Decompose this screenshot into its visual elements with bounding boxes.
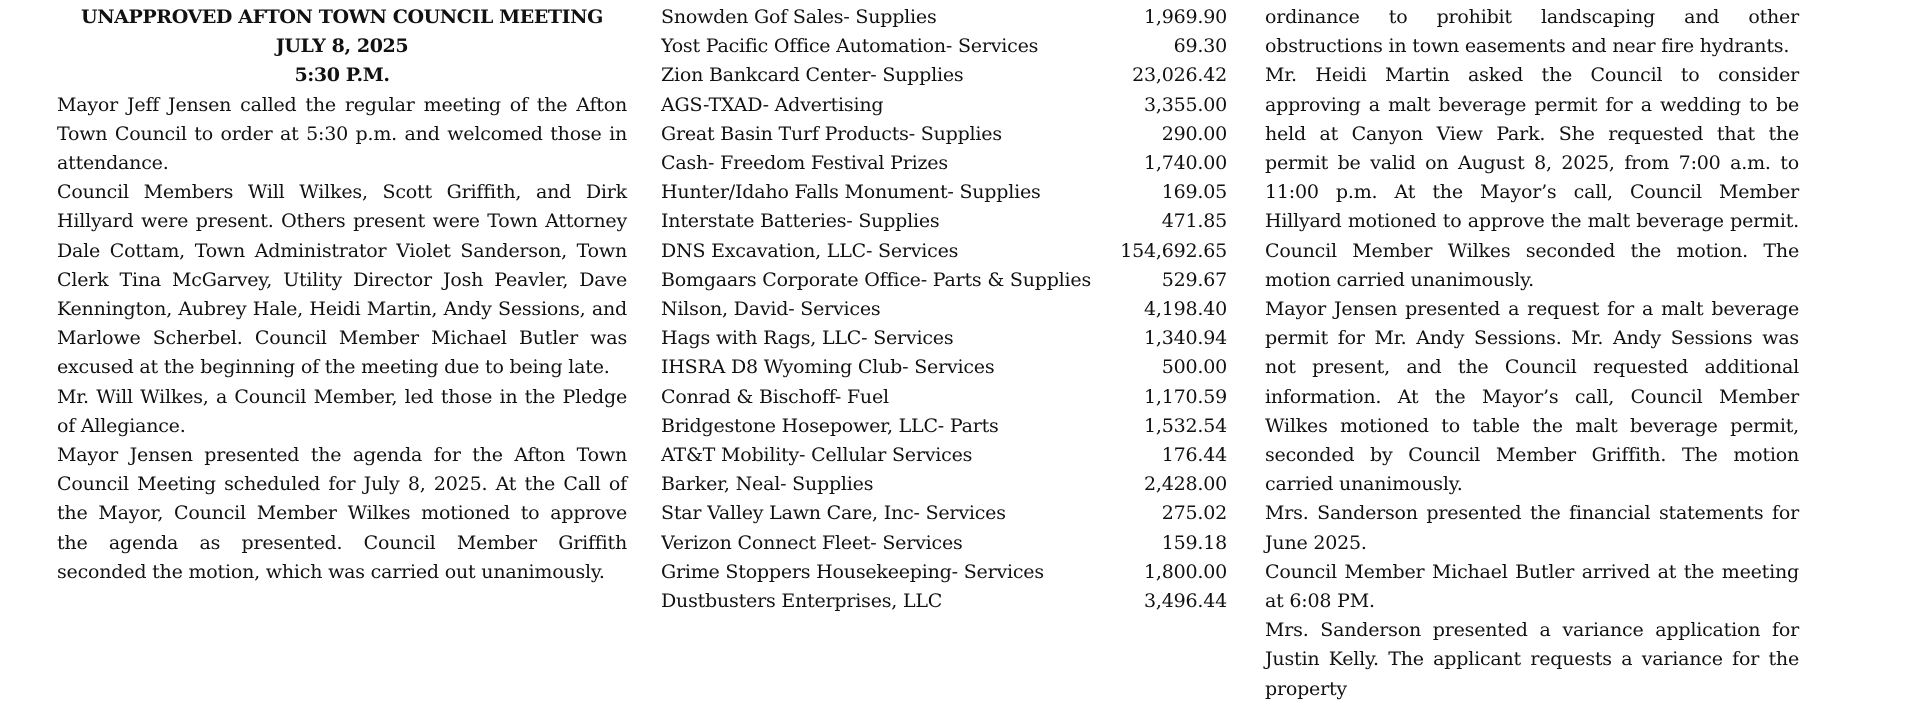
expense-row (661, 149, 1227, 178)
expense-amount: 500.00 (1161, 356, 1227, 379)
expense-amount: 471.85 (1161, 210, 1227, 233)
expense-vendor: Yost Pacific Office Automation- Services (661, 35, 1039, 58)
paragraph-attendance: Council Members Will Wilkes, Scott Griffith, and Dirk Hillyard were present. Others present were Town Attorney Dale Cottam, Town Administrator Violet Sanderson, Town Clerk Tina McGarvey, Utility Director Josh Peavler, Dave Kennington, Aubrey Hale, Heidi Martin, Andy Sessions, and Marlowe Scherbel. Council Member Michael Butler was excused at the beginning of the meeting due to being late. (57, 181, 627, 379)
meeting-title: UNAPPROVED AFTON TOWN COUNCIL MEETING (81, 6, 603, 28)
expense-vendor: Bridgestone Hosepower, LLC- Parts (661, 414, 999, 437)
expense-list (661, 3, 1227, 616)
expense-amount: 154,692.65 (1120, 239, 1227, 262)
expense-vendor: AT&T Mobility- Cellular Services (661, 444, 973, 467)
expense-row (661, 324, 1227, 353)
expense-vendor: DNS Excavation, LLC- Services (661, 239, 959, 262)
expense-amount: 169.05 (1161, 181, 1227, 204)
expense-row (661, 178, 1227, 207)
paragraph-financial-statements: Mrs. Sanderson presented the financial statements for June 2025. (1265, 502, 1799, 554)
expense-vendor: Dustbusters Enterprises, LLC (661, 590, 943, 613)
expense-amount: 1,969.90 (1143, 6, 1227, 28)
expense-row (661, 587, 1227, 616)
expense-amount: 1,740.00 (1143, 152, 1227, 175)
expense-amount: 1,532.54 (1143, 414, 1227, 437)
right-column (1265, 3, 1799, 704)
expense-vendor: AGS-TXAD- Advertising (661, 93, 884, 116)
expense-vendor: Zion Bankcard Center- Supplies (661, 64, 964, 87)
expense-vendor: Snowden Gof Sales- Supplies (661, 6, 937, 28)
expense-row (661, 32, 1227, 61)
expense-row (661, 383, 1227, 412)
expense-amount: 3,355.00 (1143, 93, 1227, 116)
expense-vendor: Bomgaars Corporate Office- Parts & Supplies (661, 268, 1092, 291)
expense-row (661, 558, 1227, 587)
meeting-date: JULY 8, 2025 (275, 35, 409, 58)
expense-vendor: Hunter/Idaho Falls Monument- Supplies (661, 181, 1041, 204)
left-column (57, 3, 627, 587)
expense-amount: 2,428.00 (1143, 473, 1227, 496)
expense-row (661, 237, 1227, 266)
paragraph-pledge: Mr. Will Wilkes, a Council Member, led those in the Pledge of Allegiance. (57, 385, 627, 437)
expense-amount: 290.00 (1161, 122, 1227, 145)
expense-vendor: Hags with Rags, LLC- Services (661, 327, 954, 350)
expense-amount: 159.18 (1161, 531, 1227, 554)
expense-row (661, 412, 1227, 441)
expense-row (661, 91, 1227, 120)
expense-row (661, 499, 1227, 528)
expense-amount: 176.44 (1161, 444, 1227, 467)
paragraph-variance: Mrs. Sanderson presented a variance application for Justin Kelly. The applicant requests a variance for the property (1265, 619, 1799, 700)
paragraph-butler-arrival: Council Member Michael Butler arrived at the meeting at 6:08 PM. (1265, 560, 1799, 613)
expense-vendor: Conrad & Bischoff- Fuel (661, 385, 889, 408)
expense-vendor: Verizon Connect Fleet- Services (661, 531, 963, 554)
expense-vendor: Barker, Neal- Supplies (661, 473, 874, 496)
paragraph-ordinance: ordinance to prohibit landscaping and other obstructions in town easements and near fire hydrants. (1265, 6, 1799, 58)
paragraph-call-to-order: Mayor Jeff Jensen called the regular meeting of the Afton Town Council to order at 5:30 p.m. and welcomed those in attendance. (57, 93, 627, 175)
expense-row (661, 61, 1227, 90)
expense-row (661, 353, 1227, 382)
expense-amount: 1,170.59 (1143, 385, 1227, 408)
expense-amount: 23,026.42 (1132, 64, 1227, 87)
expense-amount: 1,800.00 (1143, 560, 1227, 583)
expense-vendor: Grime Stoppers Housekeeping- Services (661, 560, 1044, 583)
expense-row (661, 266, 1227, 295)
expense-row (661, 470, 1227, 499)
expense-row (661, 295, 1227, 324)
expense-row (661, 529, 1227, 558)
expense-vendor: Great Basin Turf Products- Supplies (661, 122, 1002, 145)
expense-amount: 1,340.94 (1143, 327, 1227, 350)
meeting-time: 5:30 P.M. (294, 64, 390, 87)
expense-vendor: Star Valley Lawn Care, Inc- Services (661, 502, 1006, 525)
expense-vendor: Cash- Freedom Festival Prizes (661, 152, 948, 175)
expense-vendor: IHSRA D8 Wyoming Club- Services (661, 356, 995, 379)
expense-amount: 3,496.44 (1143, 590, 1227, 613)
expense-vendor: Interstate Batteries- Supplies (661, 210, 940, 233)
expense-vendor: Nilson, David- Services (661, 298, 881, 321)
expense-amount: 275.02 (1161, 502, 1227, 525)
paragraph-martin-permit: Mr. Heidi Martin asked the Council to consider approving a malt beverage permit for a wedding to be held at Canyon View Park. She requested that the permit be valid on August 8, 2025, from 7:00 a.m. to 11:00 p.m. At the Mayor’s call, Council Member Hillyard motioned to approve the malt beverage permit. Council Member Wilkes seconded the motion. The motion carried unanimously. (1265, 64, 1799, 291)
expense-row (661, 3, 1227, 32)
expense-amount: 4,198.40 (1143, 298, 1227, 321)
expense-amount: 69.30 (1173, 35, 1227, 58)
expense-amount: 529.67 (1161, 268, 1227, 291)
expense-row (661, 441, 1227, 470)
paragraph-agenda: Mayor Jensen presented the agenda for the Afton Town Council Meeting scheduled for July 8, 2025. At the Call of the Mayor, Council Member Wilkes motioned to approve the agenda as presented. Council Member Griffith seconded the motion, which was carried out unanimously. (57, 444, 627, 583)
expense-row (661, 120, 1227, 149)
expense-row (661, 207, 1227, 236)
paragraph-sessions-permit: Mayor Jensen presented a request for a malt beverage permit for Mr. Andy Sessions. Mr. Andy Sessions was not present, and the Council requested additional information. At the Mayor’s call, Council Member Wilkes motioned to table the malt beverage permit, seconded by Council Member Griffith. The motion carried unanimously. (1265, 298, 1799, 496)
